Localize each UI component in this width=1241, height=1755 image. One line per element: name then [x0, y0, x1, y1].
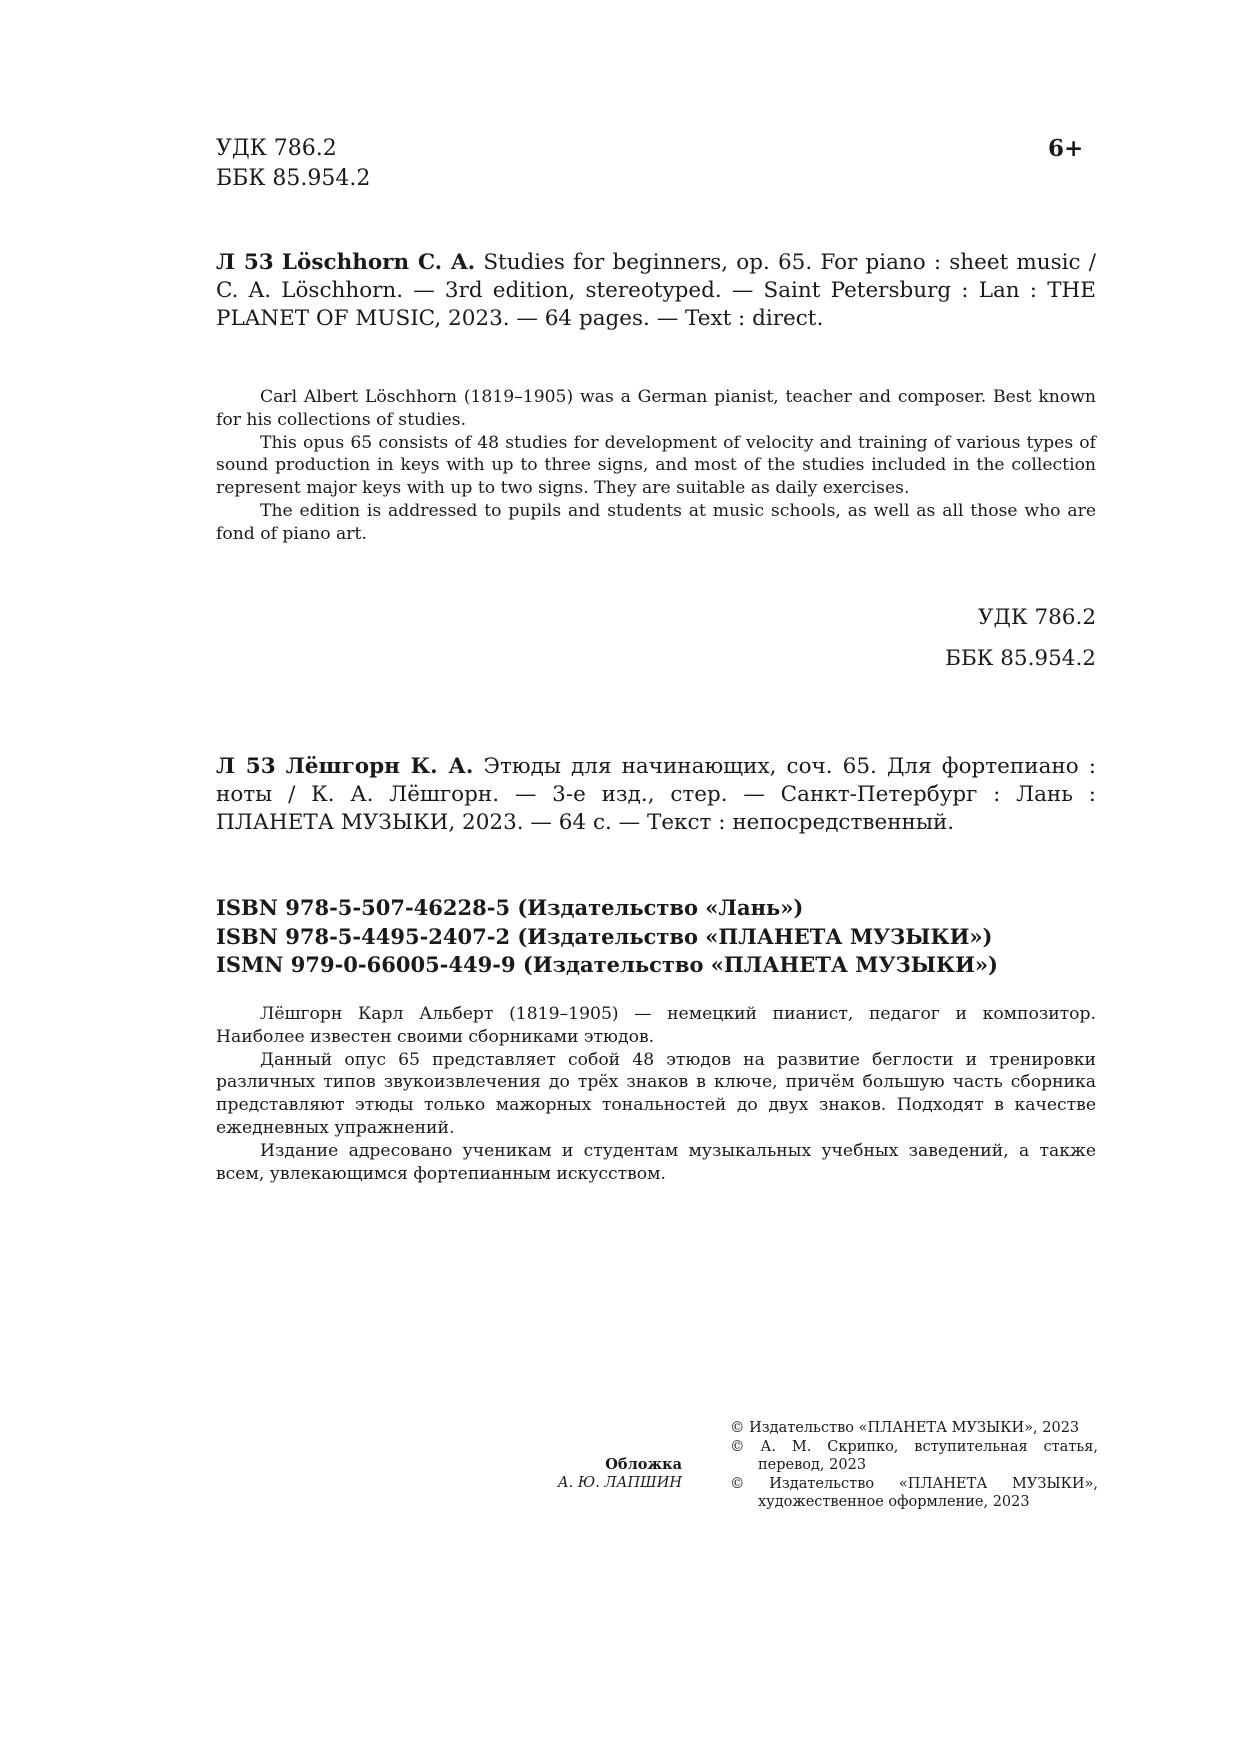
copyright-block — [730, 1419, 1098, 1512]
russian-bibliographic-entry — [216, 753, 1096, 837]
isbn-planet: ISBN 978-5-4495-2407-2 (Издательство «ПЛАНЕТА МУЗЫКИ») — [216, 923, 993, 949]
russian-abstract — [216, 1003, 1096, 1185]
russian-author: Лёшгорн К. А. — [285, 754, 474, 779]
russian-abstract-paragraph: Лёшгорн Карл Альберт (1819–1905) — немецкий пианист, педагог и композитор. Наиболее известен своими сборниками этюдов. — [216, 1004, 1096, 1047]
english-description: Studies for beginners, op. 65. For piano : sheet music / C. A. Löschhorn. — 3rd edition, stereotyped. — Saint Petersburg : Lan : THE PLANET OF MUSIC, 2023. — 64 pages. — Text : direct. — [216, 250, 1096, 331]
copyright-line: © А. М. Скрипко, вступительная статья, перевод, 2023 — [730, 1438, 1098, 1473]
copyright-line: © Издательство «ПЛАНЕТА МУЗЫКИ», художественное оформление, 2023 — [730, 1475, 1098, 1510]
english-abstract-paragraph: This opus 65 consists of 48 studies for development of velocity and training of various types of sound production in keys with up to three signs, and most of the studies included in the collection represent major keys with up to two signs. They are suitable as daily exercises. — [216, 432, 1096, 499]
russian-abstract-paragraph: Данный опус 65 представляет собой 48 этюдов на развитие беглости и тренировки различных типов звукоизвлечения до трёх знаков в ключе, причём большую часть сборника представляют этюды только мажорных тональностей до двух знаков. Подходят в качестве ежедневных упражнений. — [216, 1049, 1096, 1138]
classification-udk: УДК 786.2 — [977, 605, 1096, 630]
copyright-line: © Издательство «ПЛАНЕТА МУЗЫКИ», 2023 — [730, 1420, 1080, 1436]
cover-designer: А. Ю. ЛАПШИН — [557, 1475, 682, 1491]
russian-abstract-paragraph: Издание адресовано ученикам и студентам музыкальных учебных заведений, а также всем, увлекающимся фортепианным искусством. — [216, 1140, 1096, 1184]
age-rating: 6+ — [1048, 135, 1084, 162]
top-classification — [216, 134, 370, 194]
english-code: Л 53 — [216, 250, 274, 275]
isbn-lan: ISBN 978-5-507-46228-5 (Издательство «Лань») — [216, 895, 804, 920]
english-author: Löschhorn C. A. — [281, 250, 476, 275]
english-abstract-paragraph: Carl Albert Löschhorn (1819–1905) was a German pianist, teacher and composer. Best known for his collections of studies. — [216, 387, 1096, 430]
russian-description: Этюды для начинающих, соч. 65. Для фортепиано : ноты / К. А. Лёшгорн. — 3-е изд., стер. — Санкт-Петербург : Лань : ПЛАНЕТА МУЗЫКИ, 2023. — 64 с. — Текст : непосредственный. — [216, 754, 1097, 835]
cover-credit — [540, 1455, 682, 1493]
english-bibliographic-entry — [216, 249, 1096, 333]
udk-code: УДК 786.2 — [216, 136, 337, 161]
classification-bbk: ББК 85.954.2 — [945, 646, 1096, 671]
isbn-block — [216, 894, 998, 980]
cover-label: Обложка — [605, 1456, 682, 1473]
english-abstract — [216, 386, 1096, 546]
english-abstract-paragraph: The edition is addressed to pupils and students at music schools, as well as all those who are fond of piano art. — [216, 500, 1096, 544]
ismn-planet: ISMN 979-0-66005-449-9 (Издательство «ПЛАНЕТА МУЗЫКИ») — [216, 952, 998, 977]
russian-code: Л 53 — [216, 754, 276, 779]
bbk-code: ББК 85.954.2 — [216, 166, 371, 191]
